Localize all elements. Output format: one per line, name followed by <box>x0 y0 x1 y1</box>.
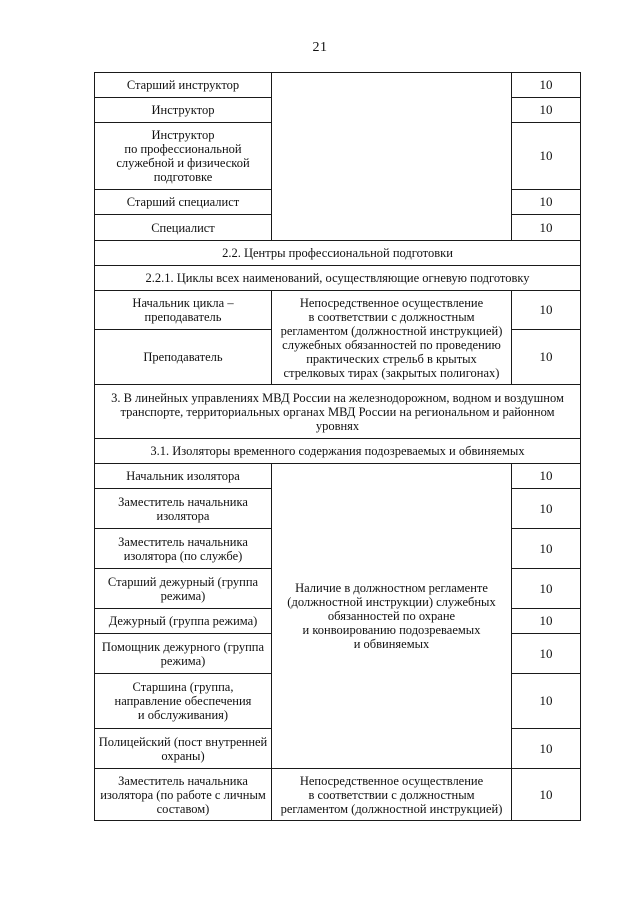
value-cell: 10 <box>512 123 581 190</box>
page-number: 21 <box>312 40 328 55</box>
value-cell: 10 <box>512 190 581 215</box>
position-cell: Старшина (группа, направление обеспечения и обслуживания) <box>95 674 272 729</box>
position-cell: Инструктор <box>95 98 272 123</box>
value-cell: 10 <box>512 729 581 769</box>
subsection-heading: 3.1. Изоляторы временного содержания подозреваемых и обвиняемых <box>95 439 581 464</box>
section-heading-row <box>95 385 581 439</box>
position-cell: Помощник дежурного (группа режима) <box>95 634 272 674</box>
section-heading-row <box>95 241 581 266</box>
value-cell: 10 <box>512 464 581 489</box>
value-cell: 10 <box>512 215 581 241</box>
position-cell: Дежурный (группа режима) <box>95 609 272 634</box>
position-cell: Полицейский (пост внутренней охраны) <box>95 729 272 769</box>
value-cell: 10 <box>512 98 581 123</box>
position-cell: Старший инструктор <box>95 73 272 98</box>
subsection-heading: 2.2.1. Циклы всех наименований, осуществляющие огневую подготовку <box>95 266 581 291</box>
table-row <box>95 769 581 821</box>
table-row <box>95 73 581 98</box>
value-cell: 10 <box>512 569 581 609</box>
value-cell: 10 <box>512 489 581 529</box>
position-cell: Начальник цикла – преподаватель <box>95 291 272 330</box>
position-cell: Заместитель начальника изолятора (по службе) <box>95 529 272 569</box>
requirement-cell: Наличие в должностном регламенте (должностной инструкции) служебных обязанностей по охране и конвоированию подозреваемых и обвиняемых <box>272 464 512 769</box>
value-cell: 10 <box>512 291 581 330</box>
requirement-cell: Непосредственное осуществление в соответствии с должностным регламентом (должностной инструкцией) служебных обязанностей по проведению практических стрельб в крытых стрелковых тирах (закрытых полигонах) <box>272 291 512 385</box>
section-heading-row <box>95 439 581 464</box>
positions-table <box>94 72 581 821</box>
value-cell: 10 <box>512 73 581 98</box>
requirement-cell: Непосредственное осуществление в соответствии с должностным регламентом (должностной инструкцией) <box>272 769 512 821</box>
position-cell: Старший дежурный (группа режима) <box>95 569 272 609</box>
position-cell: Старший специалист <box>95 190 272 215</box>
table-row <box>95 291 581 330</box>
section-heading-row <box>95 266 581 291</box>
position-cell: Начальник изолятора <box>95 464 272 489</box>
value-cell: 10 <box>512 330 581 385</box>
position-cell: Преподаватель <box>95 330 272 385</box>
table-row <box>95 464 581 489</box>
position-cell: Заместитель начальника изолятора <box>95 489 272 529</box>
position-cell: Инструктор по профессиональной служебной и физической подготовке <box>95 123 272 190</box>
position-cell: Специалист <box>95 215 272 241</box>
section-heading: 3. В линейных управлениях МВД России на железнодорожном, водном и воздушном транспорте, территориальных органах МВД России на региональном и районном уровнях <box>95 385 581 439</box>
requirement-cell-empty <box>272 73 512 241</box>
value-cell: 10 <box>512 609 581 634</box>
value-cell: 10 <box>512 634 581 674</box>
position-cell: Заместитель начальника изолятора (по работе с личным составом) <box>95 769 272 821</box>
value-cell: 10 <box>512 769 581 821</box>
value-cell: 10 <box>512 529 581 569</box>
section-heading: 2.2. Центры профессиональной подготовки <box>95 241 581 266</box>
value-cell: 10 <box>512 674 581 729</box>
